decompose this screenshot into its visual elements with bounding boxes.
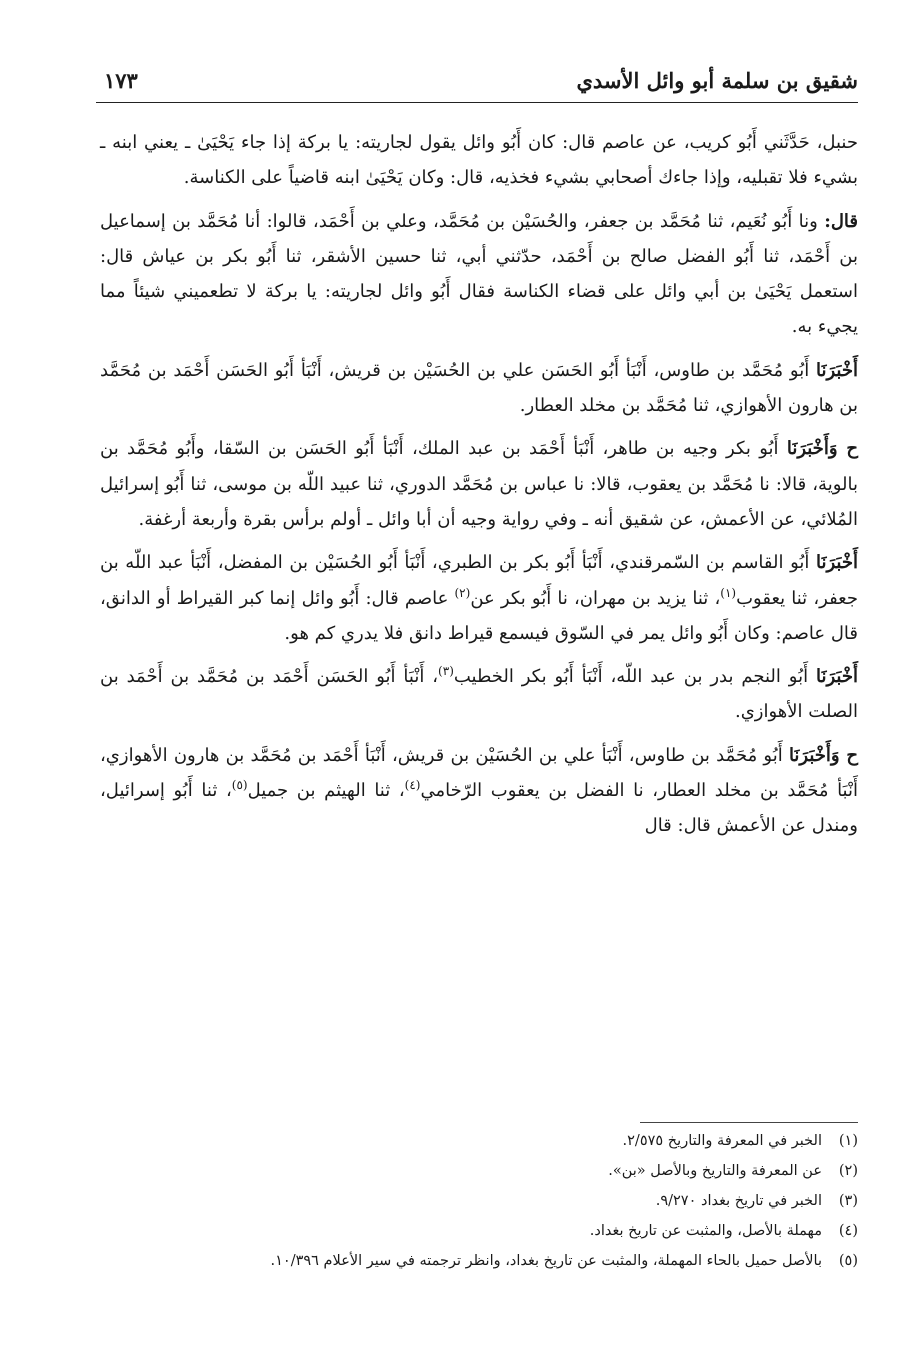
paragraph-5 — [100, 545, 858, 651]
footnote-text: بالأصل حميل بالحاء المهملة، والمثبت عن تاريخ بغداد، وانظر ترجمته في سير الأعلام ١٠/٣٩٦. — [270, 1253, 822, 1269]
paragraph-6 — [100, 659, 858, 730]
paragraph-7 — [100, 738, 858, 844]
footnote-text: مهملة بالأصل، والمثبت عن تاريخ بغداد. — [589, 1223, 822, 1239]
paragraph-text: أَبُو مُحَمَّد بن طاوس، أَنْبَأ أَبُو الحَسَن علي بن الحُسَيْن بن قريش، أَنْبَأ أَبُو الحَسَن أَحْمَد بن مُحَمَّد بن هارون الأهوازي، ثنا مُحَمَّد بن مخلد العطار. — [100, 359, 858, 417]
paragraph-lead: أَخْبَرَنَا — [816, 666, 858, 688]
paragraph-lead: ح وَأَخْبَرَنَا — [788, 744, 858, 766]
footnote-text: الخبر في المعرفة والتاريخ ٢/٥٧٥. — [622, 1133, 822, 1149]
paragraph-text: أَبُو القاسم بن السّمرقندي، أَنْبَأ أَبُو بكر بن الطبري، أَنْبَأ أَبُو الحُسَيْن بن المفضل، أَنْبَأ عبد اللّه بن جعفر، ثنا يعقوب — [100, 552, 858, 609]
paragraph-text: حنبل، حَدَّثَني أَبُو كريب، عن عاصم قال: كان أَبُو وائل يقول لجاريته: يا بركة إذا جاء يَحْيَىٰ ـ يعني ابنه ـ بشيء فلا تقبليه، وإذا جاءك أصحابي بشيء فخذيه، قال: وكان يَحْيَىٰ ابنه قاضياً على الكناسة. — [100, 132, 858, 189]
footnote-5 — [120, 1246, 858, 1276]
footnote-number: (١) — [838, 1133, 858, 1149]
paragraph-4 — [100, 431, 858, 537]
main-text — [100, 125, 858, 852]
footnote-3 — [120, 1186, 858, 1216]
footnote-1 — [120, 1126, 858, 1156]
footnote-ref: (٤) — [404, 778, 421, 793]
footnote-text: عن المعرفة والتاريخ وبالأصل «بن». — [608, 1163, 822, 1179]
footnote-number: (٣) — [838, 1193, 858, 1209]
footnote-4 — [120, 1216, 858, 1246]
footnotes — [120, 1126, 858, 1276]
paragraph-text-cont: ، ثنا أَبُو إسرائيل، ومندل عن الأعمش قال: قال — [100, 780, 858, 837]
footnote-text: الخبر في تاريخ بغداد ٩/٢٧٠. — [655, 1193, 822, 1209]
paragraph-lead: ح وَأَخْبَرَنَا — [786, 438, 858, 460]
footnote-number: (٢) — [838, 1163, 858, 1179]
footnote-2 — [120, 1156, 858, 1186]
paragraph-lead: قال: — [824, 210, 858, 232]
paragraph-text-cont: ، ثنا الهيثم بن جميل — [247, 780, 405, 802]
footnote-ref: (٢) — [454, 585, 471, 600]
page-number: ١٧٣ — [104, 68, 138, 93]
running-title: شقيق بن سلمة أبو وائل الأسدي — [576, 68, 858, 93]
footnote-ref: (٥) — [231, 778, 248, 793]
paragraph-lead: أَخْبَرَنَا — [816, 552, 858, 574]
paragraph-text-cont: ، أَنْبَأ أَبُو الحَسَن أَحْمَد بن مُحَمَّد بن أَحْمَد بن الصلت الأهوازي. — [100, 666, 858, 723]
paragraph-text: أَبُو النجم بدر بن عبد اللّه، أَنْبَأ أَبُو بكر الخطيب — [453, 666, 809, 688]
paragraph-1 — [100, 125, 858, 196]
paragraph-lead: أَخْبَرَنَا — [816, 359, 858, 381]
footnote-ref: (٣) — [438, 664, 454, 679]
footnote-ref: (١) — [720, 585, 737, 600]
footnote-number: (٤) — [838, 1223, 858, 1239]
paragraph-text: ونا أَبُو نُعَيم، ثنا مُحَمَّد بن جعفر، والحُسَيْن بن مُحَمَّد، وعلي بن أَحْمَد، قالوا: أنا مُحَمَّد بن إسماعيل بن أَحْمَد، ثنا أَبُو الفضل صالح بن أَحْمَد، حدّثني أبي، ثنا حسين الأشقر، ثنا أَبُو بكر بن عياش قال: استعمل يَحْيَىٰ بن أبي وائل على قضاء الكناسة فقال أَبُو وائل لجاريته: يا بركة لا تطعميني شيئاً مما يجيء به. — [100, 210, 858, 338]
paragraph-text-cont: عاصم قال: أَبُو وائل إنما كبر القيراط أو الدانق، قال عاصم: وكان أَبُو وائل يمر في السّوق فيسمع قيراط دانق فلا يدري كم هو. — [100, 587, 858, 644]
paragraph-2 — [100, 204, 858, 345]
paragraph-text: أَبُو مُحَمَّد بن طاوس، أَنْبَأ علي بن الحُسَيْن بن قريش، أَنْبَأ أَحْمَد بن مُحَمَّد بن هارون الأهوازي، أَنْبَأ مُحَمَّد بن مخلد العطار، نا الفضل بن يعقوب الرّخامي — [100, 744, 858, 802]
paragraph-3 — [100, 353, 858, 424]
footnote-divider — [640, 1122, 858, 1123]
paragraph-text: أَبُو بكر وجيه بن طاهر، أَنْبَأ أَحْمَد بن عبد الملك، أَنْبَأ أَبُو الحَسَن بن السّقا، وأَبُو مُحَمَّد بن بالوية، قالا: نا مُحَمَّد بن يعقوب، قالا: نا عباس بن مُحَمَّد الدوري، ثنا عبيد اللّه بن موسى، ثنا أَبُو إسرائيل المُلائي، عن الأعمش، عن شقيق أنه ـ وفي رواية وجيه أن أبا وائل ـ أولم برأس بقرة وأربعة أرغفة. — [100, 438, 858, 530]
header-divider — [96, 102, 858, 103]
paragraph-text-cont: ، ثنا يزيد بن مهران، نا أَبُو بكر عن — [470, 587, 721, 609]
running-header — [96, 66, 858, 100]
footnote-number: (٥) — [838, 1253, 858, 1269]
